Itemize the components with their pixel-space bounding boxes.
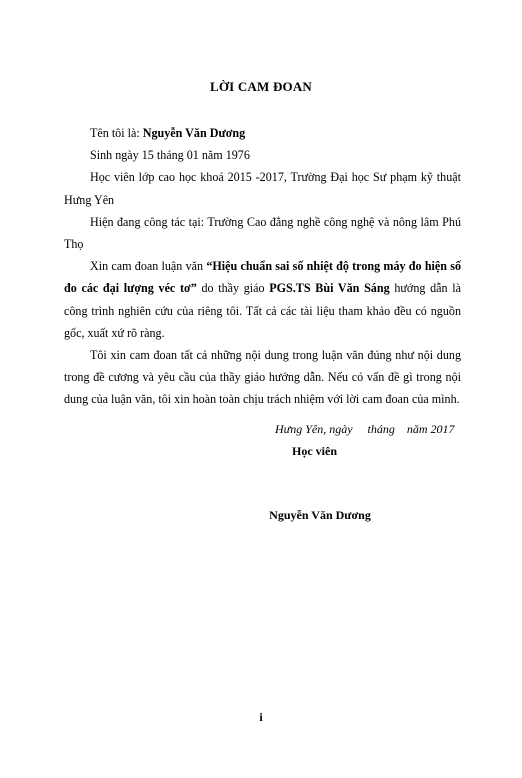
page-title: LỜI CAM ĐOAN xyxy=(209,79,313,94)
declaration-prefix: Xin cam đoan luận văn xyxy=(90,259,207,274)
birth-line: Sinh ngày 15 tháng 01 năm 1976 xyxy=(90,148,250,163)
advisor-name: PGS.TS Bùi Văn Sáng xyxy=(269,281,390,296)
signature-role: Học viên xyxy=(292,444,337,458)
student-line: Học viên lớp cao học khoá 2015 -2017, Trường Đại học Sư phạm kỹ thuật Hưng Yên xyxy=(64,170,461,207)
work-line: Hiện đang công tác tại: Trường Cao đẳng nghề công nghệ và nông lâm Phú Thọ xyxy=(64,214,461,252)
declaration-middle: do thầy giáo xyxy=(196,281,270,296)
name-label: Tên tôi là: xyxy=(90,126,143,140)
page-number: i xyxy=(259,710,263,724)
signature-name: Nguyễn Văn Dương xyxy=(269,508,371,522)
document-body xyxy=(64,122,461,411)
author-name: Nguyễn Văn Dương xyxy=(142,126,246,140)
commitment-paragraph: Tôi xin cam đoan tất cả những nội dung trong luận văn đúng như nội dung trong đề cương và yêu cầu của thầy giáo hướng dẫn. Nếu có vấn đề gì trong nội dung của luận văn, tôi xin hoàn toàn chịu trách nhiệm với lời cam đoan của mình. xyxy=(64,348,461,407)
name-line xyxy=(64,122,461,144)
declaration-suffix: hướng dẫn là công trình nghiên cứu của riêng tôi. Tất cả các tài liệu tham khảo đều có nguồn gốc, xuất xứ rõ ràng. xyxy=(64,281,461,340)
signature-date: Hưng Yên, ngày tháng năm 2017 xyxy=(275,422,455,436)
thesis-title: “Hiệu chuẩn sai số nhiệt độ trong máy đo hiện số đo các đại lượng véc tơ” xyxy=(64,259,461,296)
declaration-paragraph xyxy=(64,255,461,344)
